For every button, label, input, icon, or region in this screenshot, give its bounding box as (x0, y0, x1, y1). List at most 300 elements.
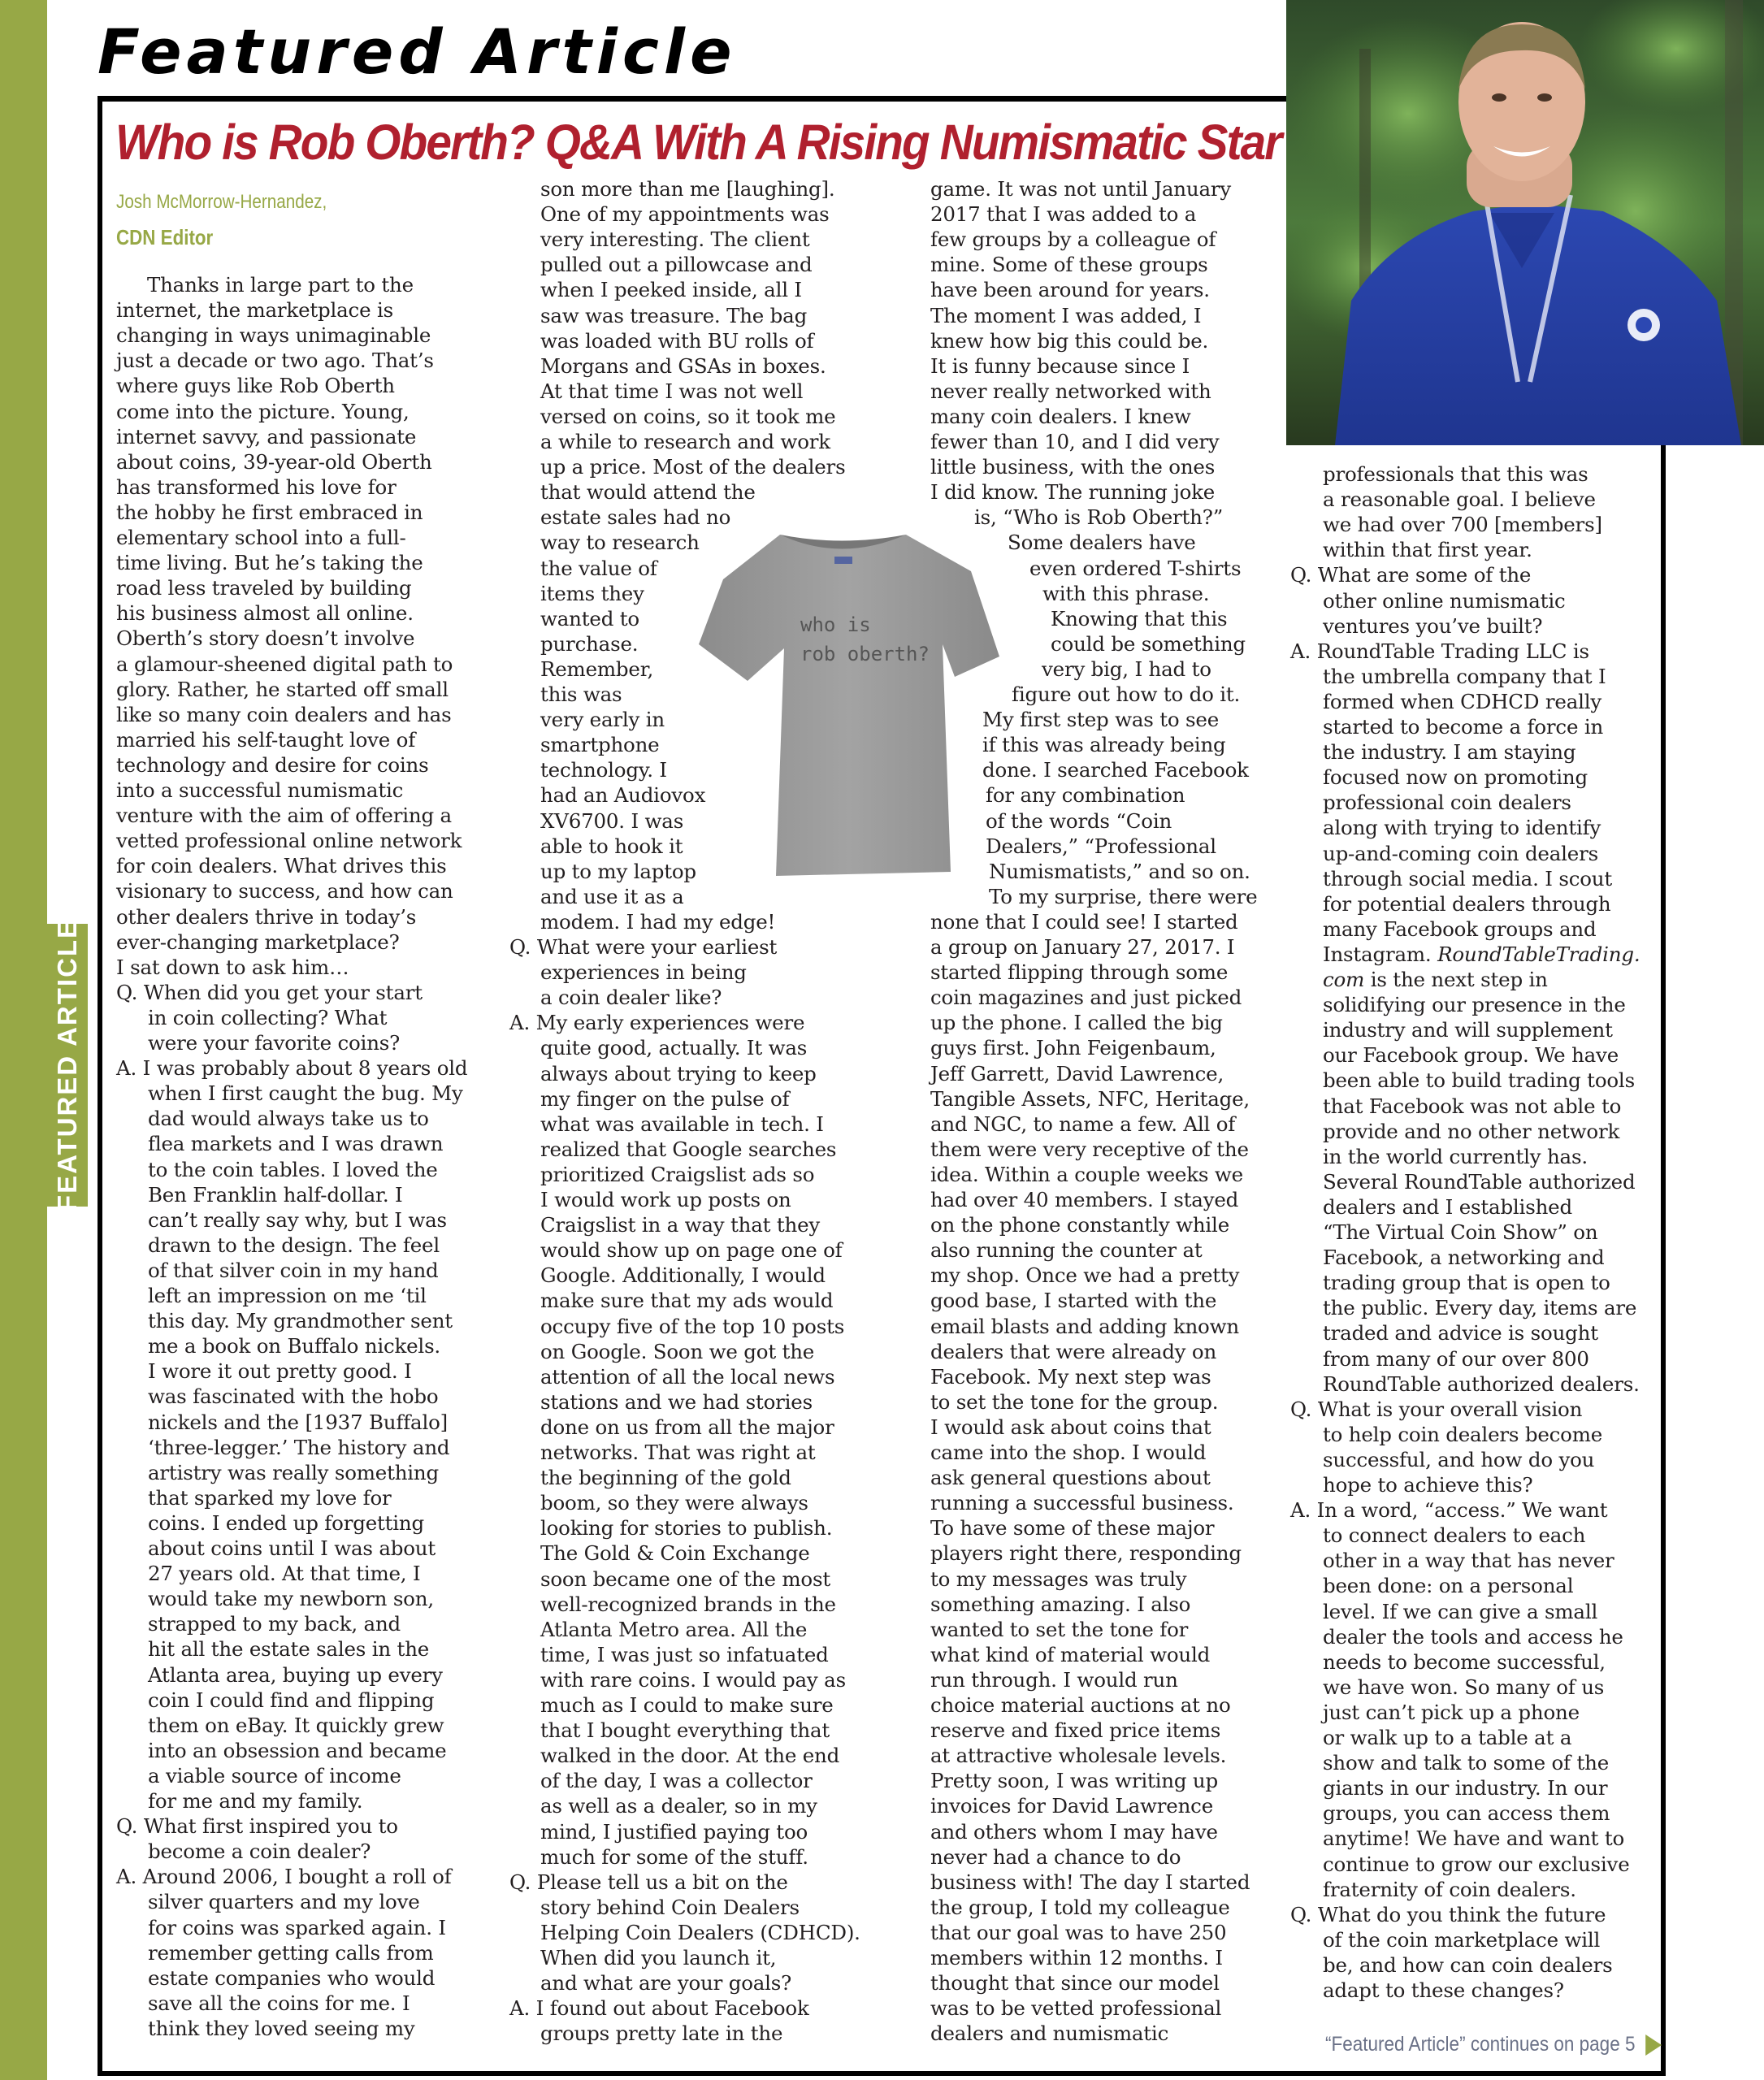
text-line (930, 379, 1211, 404)
text-line-content: running a successful business. (930, 1491, 1234, 1515)
text-line-content: a group on January 27, 2017. I (930, 935, 1235, 959)
text-line (930, 328, 1208, 353)
text-line (116, 955, 349, 980)
text-line (540, 1187, 791, 1212)
text-line (930, 252, 1208, 277)
text-line (986, 834, 1216, 859)
text-line (540, 1592, 836, 1617)
text-line-content: RoundTable authorized dealers. (1323, 1372, 1640, 1396)
text-line (1323, 537, 1532, 562)
text-line-content: industry and will supplement (1323, 1018, 1613, 1042)
text-line-content: me a book on Buffalo nickels. (148, 1334, 441, 1358)
text-line-content: his business almost all online. (116, 601, 414, 626)
text-line (116, 323, 431, 348)
text-line (1323, 1649, 1606, 1675)
text-line (1323, 841, 1598, 866)
text-line-content: groups pretty late in the (540, 2022, 783, 2046)
text-line-content: like so many coin dealers and has (116, 702, 452, 726)
text-line (540, 1288, 833, 1313)
text-line (148, 1713, 444, 1738)
text-line (116, 778, 403, 803)
text-line (930, 1288, 1216, 1313)
text-line-content: started to become a force in (1323, 715, 1604, 739)
text-line (540, 757, 667, 782)
text-line-content: level. If we can give a small (1323, 1599, 1598, 1623)
text-line-content: was fascinated with the hobo (148, 1384, 439, 1409)
text-line-content: players right there, responding (930, 1541, 1242, 1566)
text-line (1051, 606, 1227, 631)
text-line-content: become a coin dealer? (148, 1840, 371, 1864)
author-name: Josh McMorrow-Hernandez, (116, 191, 327, 213)
text-line-content: even ordered T-shirts (1029, 556, 1242, 580)
url-fragment: RoundTableTrading. (1437, 942, 1640, 966)
text-line-content: estate sales had no (540, 505, 731, 530)
text-line (540, 353, 826, 379)
text-line-content: was loaded with BU rolls of (540, 328, 814, 353)
text-line-content: started flipping through some (930, 960, 1229, 985)
text-line-content: that I bought everything that (540, 1718, 830, 1743)
text-line (148, 1763, 401, 1788)
text-line-content: when I first caught the bug. My (148, 1081, 463, 1106)
text-line (148, 1131, 443, 1156)
text-line-content: up to my laptop (540, 859, 696, 883)
text-line (116, 474, 397, 500)
text-line (540, 960, 747, 985)
text-line-content: the umbrella company that I (1323, 664, 1606, 688)
text-line-content: for coin dealers. What drives this (116, 854, 447, 878)
text-line (540, 1339, 814, 1364)
text-line (540, 884, 684, 909)
text-line-content: estate companies who would (148, 1965, 436, 1990)
text-line (540, 707, 665, 732)
text-line-content: son more than me [laughing]. (540, 177, 835, 201)
text-line (1323, 1725, 1571, 1750)
text-line-content: Q. What do you think the future (1290, 1902, 1606, 1926)
text-line-content: “The Virtual Coin Show” on (1323, 1220, 1598, 1244)
text-line (540, 176, 834, 202)
text-line (1323, 487, 1596, 512)
text-line-content: married his self-taught love of (116, 727, 416, 752)
text-line (1323, 1750, 1609, 1775)
text-line (930, 1415, 1211, 1440)
text-line (540, 1768, 813, 1793)
section-heading: Featured Article (98, 15, 737, 88)
text-line-content: pulled out a pillowcase and (540, 253, 813, 277)
text-line (930, 1617, 1188, 1642)
text-line (116, 727, 415, 752)
text-line-content: came into the shop. I would (930, 1441, 1207, 1464)
text-line (1323, 714, 1603, 739)
text-line-content: the group, I told my colleague (930, 1895, 1230, 1919)
text-line (540, 581, 644, 606)
text-line (930, 1566, 1186, 1592)
text-line-content: Ben Franklin half-dollar. I (148, 1182, 403, 1207)
text-line-content: this day. My grandmother sent (148, 1309, 453, 1333)
text-line-content: little business, with the ones (930, 455, 1216, 479)
text-line-content: A. I was probably about 8 years old (116, 1056, 468, 1081)
text-line-content: professional coin dealers (1323, 791, 1571, 815)
text-line (540, 1844, 808, 1870)
text-line (540, 859, 696, 884)
text-line-content: changing in ways unimaginable (116, 323, 431, 348)
text-line-content: a glamour-sheened digital path to (116, 652, 453, 676)
text-line-content: One of my appointments was (540, 202, 830, 227)
text-line (1290, 1497, 1607, 1523)
text-line-content: time, I was just so infatuated (540, 1642, 829, 1666)
text-line-content: flea markets and I was drawn (148, 1132, 444, 1156)
text-line-content: ‘three-legger.’ The history and (148, 1435, 450, 1459)
text-line-content: adapt to these changes? (1323, 1978, 1564, 2002)
text-line (540, 227, 809, 252)
text-line-content: elementary school into a full- (116, 526, 406, 549)
text-line-content: of the words “Coin (986, 808, 1172, 833)
text-line-content: able to hook it (540, 834, 683, 858)
text-line (148, 1788, 362, 1814)
text-line (148, 1106, 429, 1131)
text-line-content: hope to achieve this? (1323, 1473, 1533, 1497)
text-line (930, 1515, 1214, 1540)
text-line-content: Pretty soon, I was writing up (930, 1769, 1218, 1793)
text-line (1323, 1220, 1597, 1245)
text-line-content: smartphone (540, 733, 660, 757)
text-line-content: the hobby he first embraced in (116, 500, 423, 524)
text-line (540, 1389, 813, 1415)
text-line (930, 1440, 1206, 1465)
text-line-content: what was available in tech. I (540, 1112, 824, 1136)
text-line (116, 525, 406, 550)
text-line-content: looking for stories to publish. (540, 1516, 833, 1540)
text-line (989, 884, 1257, 909)
text-line (1323, 1372, 1640, 1397)
text-line-content: I sat down to ask him… (116, 955, 349, 979)
text-line (116, 1864, 452, 1889)
text-line (930, 1996, 1221, 2021)
text-line-content: up a price. Most of the dealers (540, 455, 846, 479)
portrait-photo-image (1286, 0, 1764, 445)
text-line (930, 1768, 1218, 1793)
text-line-content: I would work up posts on (540, 1188, 791, 1211)
text-line-content: that would attend the (540, 480, 756, 505)
text-line-content: remember getting calls from (148, 1940, 434, 1965)
text-line-content: a reasonable goal. I believe (1323, 488, 1596, 512)
text-line (148, 1839, 371, 1864)
text-line (540, 1566, 830, 1592)
text-line (148, 1283, 427, 1308)
text-line (1323, 1447, 1594, 1472)
text-line (1323, 1169, 1635, 1194)
text-line-content: we have won. So many of us (1323, 1675, 1605, 1699)
text-line (116, 399, 410, 424)
text-line (116, 702, 451, 727)
text-line-content: Q. What is your overall vision (1290, 1397, 1583, 1421)
text-line-content: 2017 that I was added to a (930, 202, 1197, 227)
text-line-content: were your favorite coins? (148, 1031, 401, 1055)
text-line-content: into a successful numismatic (116, 778, 404, 802)
text-line-content: mind, I justified paying too (540, 1819, 808, 1844)
text-line (540, 1718, 830, 1743)
text-line-content: modem. I had my edge! (540, 909, 776, 934)
text-line-content: or walk up to a table at a (1323, 1726, 1572, 1749)
text-line (116, 500, 423, 525)
text-line (540, 1490, 808, 1515)
text-line-content: experiences in being (540, 960, 747, 985)
text-line (540, 1465, 791, 1490)
text-line-content: have been around for years. (930, 278, 1210, 302)
text-line-content: just can’t pick up a phone (1323, 1700, 1580, 1724)
text-line-content: professionals that this was (1323, 462, 1588, 486)
text-line (930, 303, 1201, 328)
text-line-content: into an obsession and became (148, 1738, 447, 1762)
tshirt-image (687, 522, 999, 880)
text-line-content: and others whom I may have (930, 1819, 1218, 1844)
text-line (116, 677, 449, 702)
text-line-content: to my messages was truly (930, 1566, 1187, 1591)
text-line-content: reserve and fixed price items (930, 1718, 1221, 1743)
text-line (930, 2021, 1168, 2046)
text-line (1290, 1397, 1582, 1422)
text-line-content: Remember, (540, 656, 654, 681)
text-line (540, 328, 813, 353)
text-line-content: along with trying to identify (1323, 816, 1601, 840)
text-line (148, 1965, 435, 1991)
text-line-content: within that first year. (1323, 538, 1532, 562)
text-line (148, 1081, 463, 1106)
text-line (930, 1035, 1216, 1060)
text-line-content: has transformed his love for (116, 474, 397, 499)
text-line (1029, 556, 1241, 581)
text-line-content: in the world currently has. (1323, 1144, 1588, 1168)
text-line-content: formed when CDHCD really (1323, 689, 1602, 713)
text-line (540, 1137, 836, 1162)
text-line-content: up-and-coming coin dealers (1323, 841, 1598, 865)
text-line (930, 1137, 1249, 1162)
text-line-content: thought that since our model (930, 1971, 1220, 1996)
text-line (540, 1793, 817, 1818)
text-line (540, 303, 807, 328)
text-line (540, 732, 659, 757)
text-line-content: nickels and the [1937 Buffalo] (148, 1410, 449, 1434)
text-line (116, 626, 414, 651)
text-line-content: Dealers,” “Professional (986, 834, 1216, 858)
text-line (540, 1540, 810, 1566)
text-line-content: wanted to set the tone for (930, 1617, 1189, 1641)
text-line-content: about coins, 39-year-old Oberth (116, 449, 432, 474)
text-line (116, 348, 434, 373)
text-line (1323, 1422, 1602, 1447)
side-accent-bar (0, 0, 47, 2080)
text-line (116, 930, 400, 955)
text-line (148, 1333, 440, 1358)
text-line-content: of the day, I was a collector (540, 1769, 813, 1793)
text-line (930, 1389, 1218, 1415)
text-line (116, 904, 416, 930)
text-line (930, 1592, 1190, 1617)
text-line-content: internet, the marketplace is (116, 298, 393, 323)
text-line (148, 1435, 449, 1460)
text-line-content: glory. Rather, he started off small (116, 677, 449, 701)
text-line (148, 1182, 403, 1207)
text-line-content: other in a way that has never (1323, 1549, 1614, 1573)
text-line-content: this was (540, 682, 622, 706)
text-line-content: time living. But he’s taking the (116, 551, 423, 575)
text-line-content: through social media. I scout (1323, 866, 1612, 890)
text-line-content: drawn to the design. The feel (148, 1233, 440, 1257)
text-line-content: purchase. (540, 631, 639, 656)
text-line-content: and NGC, to name a few. All of (930, 1112, 1236, 1136)
text-line (540, 1061, 817, 1086)
text-line (540, 1819, 808, 1844)
text-line (930, 1010, 1223, 1035)
text-line-content: to the coin tables. I loved the (148, 1157, 438, 1181)
text-line (1323, 1675, 1604, 1700)
text-line (930, 1237, 1203, 1263)
text-line-content: The moment I was added, I (930, 303, 1202, 327)
text-line (116, 752, 429, 778)
text-line-content: dealers that were already on (930, 1339, 1217, 1363)
text-line-content: done on us from all the major (540, 1415, 834, 1439)
continuation-text[interactable]: “Featured Article” continues on page 5 (1325, 2033, 1636, 2056)
text-line-content: that Facebook was not able to (1323, 1094, 1622, 1118)
text-line (540, 834, 683, 859)
text-line (1323, 1042, 1619, 1068)
text-line (930, 1465, 1211, 1490)
play-arrow-icon (1645, 2034, 1662, 2056)
text-line-content: well-recognized brands in the (540, 1592, 836, 1616)
text-line-content: my finger on the pulse of (540, 1086, 790, 1111)
text-line (540, 530, 700, 555)
text-line-content: solidifying our presence in the (1323, 993, 1626, 1017)
text-line (1323, 1877, 1576, 1902)
text-line-content: our Facebook group. We have (1323, 1043, 1619, 1068)
text-line (930, 909, 1238, 934)
text-line-content: The Gold & Coin Exchange (540, 1541, 810, 1566)
text-line (1323, 1017, 1613, 1042)
text-line (1323, 1194, 1572, 1220)
text-line (509, 1870, 788, 1895)
text-line-content: Q. What first inspired you to (116, 1814, 398, 1839)
text-line-content: that our goal was to have 250 (930, 1920, 1227, 1944)
text-line-content: dealers and numismatic (930, 2022, 1169, 2046)
text-line-content: vetted professional online network (116, 829, 462, 853)
tshirt-photo (687, 522, 999, 880)
text-line (930, 1920, 1226, 1945)
text-line (930, 277, 1210, 302)
text-line-content: A. My early experiences were (509, 1011, 805, 1035)
text-line (1323, 916, 1596, 942)
text-line-content: for coins was sparked again. I (148, 1915, 446, 1939)
text-line (540, 631, 638, 656)
text-line (930, 1263, 1239, 1288)
text-line-content: I wore it out pretty good. I (148, 1359, 412, 1384)
text-line-content: been done: on a personal (1323, 1574, 1574, 1598)
text-line-content: traded and advice is sought (1323, 1321, 1598, 1346)
text-line-content: fraternity of coin dealers. (1323, 1877, 1576, 1901)
text-line-content: never had a chance to do (930, 1844, 1181, 1869)
text-line-content: game. It was not until January (930, 177, 1232, 201)
text-line (148, 1611, 401, 1636)
text-line (930, 1692, 1231, 1718)
text-line-content: would show up on page one of (540, 1238, 843, 1263)
portrait-photo (1286, 0, 1764, 445)
text-line (1323, 765, 1588, 790)
text-line-content: where guys like Rob Oberth (116, 374, 395, 398)
text-line-content: can’t really say why, but I was (148, 1207, 447, 1232)
article-title: Who is Rob Oberth? Q&A With A Rising Numismatic Star (115, 115, 1281, 170)
text-line-content: and what are your goals? (540, 1971, 792, 1996)
text-line (148, 1485, 392, 1510)
text-line-content: figure out how to do it. (1012, 682, 1241, 706)
text-line-content: run through. I would run (930, 1667, 1178, 1692)
text-line (148, 1207, 447, 1233)
text-line-content: prioritized Craigslist ads so (540, 1162, 815, 1186)
text-line (930, 1895, 1230, 1920)
text-line (1323, 1068, 1635, 1093)
text-line (148, 1738, 446, 1763)
text-line-content: Thanks in large part to the (116, 273, 414, 297)
text-line-content: A. RoundTable Trading LLC is (1290, 639, 1589, 663)
text-line-content: trading group that is open to (1323, 1271, 1610, 1295)
text-line (116, 803, 452, 828)
text-line-content: venture with the aim of offering a (116, 804, 452, 828)
text-line-content: I would ask about coins that (930, 1415, 1211, 1439)
text-line (1042, 581, 1209, 606)
text-line (148, 1460, 439, 1485)
text-line (1323, 1346, 1589, 1372)
text-line (148, 1157, 438, 1182)
text-line-content: items they (540, 581, 644, 605)
text-line-content: few groups by a colleague of (930, 228, 1216, 252)
section-side-tab-label: FEATURED ARTICLE (52, 918, 82, 1212)
text-line (540, 202, 829, 227)
text-line (540, 1920, 860, 1945)
text-line (540, 556, 657, 581)
text-line (540, 1692, 834, 1718)
text-line-content: visionary to success, and how can (116, 879, 453, 904)
text-line-content: in coin collecting? What (148, 1005, 388, 1029)
text-line (540, 379, 803, 404)
text-line (1323, 1927, 1600, 1952)
text-line (148, 1410, 448, 1435)
text-line (1323, 1094, 1621, 1119)
text-line (930, 1667, 1178, 1692)
text-line (1323, 1978, 1564, 2003)
text-line-content: something amazing. I also (930, 1592, 1191, 1616)
text-line (148, 1510, 424, 1536)
text-line-content: hit all the estate sales in the (148, 1637, 430, 1662)
text-line (116, 575, 412, 600)
text-line-content: email blasts and adding known (930, 1314, 1239, 1338)
text-line (540, 1440, 816, 1465)
text-line (930, 1112, 1235, 1137)
text-line-content: Q. Please tell us a bit on the (509, 1870, 788, 1894)
text-line (930, 1793, 1213, 1818)
text-line-content: for potential dealers through (1323, 891, 1611, 916)
text-line (540, 277, 802, 302)
text-line (930, 479, 1215, 505)
text-line (982, 707, 1219, 732)
text-line-content: would take my newborn son, (148, 1587, 434, 1611)
continuation-note[interactable] (1325, 2033, 1640, 2056)
text-line-content: road less traveled by building (116, 576, 412, 600)
text-line-content: Instagram. (1323, 942, 1438, 966)
text-line (930, 404, 1191, 429)
text-line-content: for any combination (986, 783, 1185, 808)
text-line (116, 1814, 398, 1839)
text-line-content: anytime! We have and want to (1323, 1826, 1625, 1851)
author-role: CDN Editor (116, 225, 214, 249)
text-line (540, 2021, 782, 2046)
text-line-content: the beginning of the gold (540, 1466, 791, 1490)
